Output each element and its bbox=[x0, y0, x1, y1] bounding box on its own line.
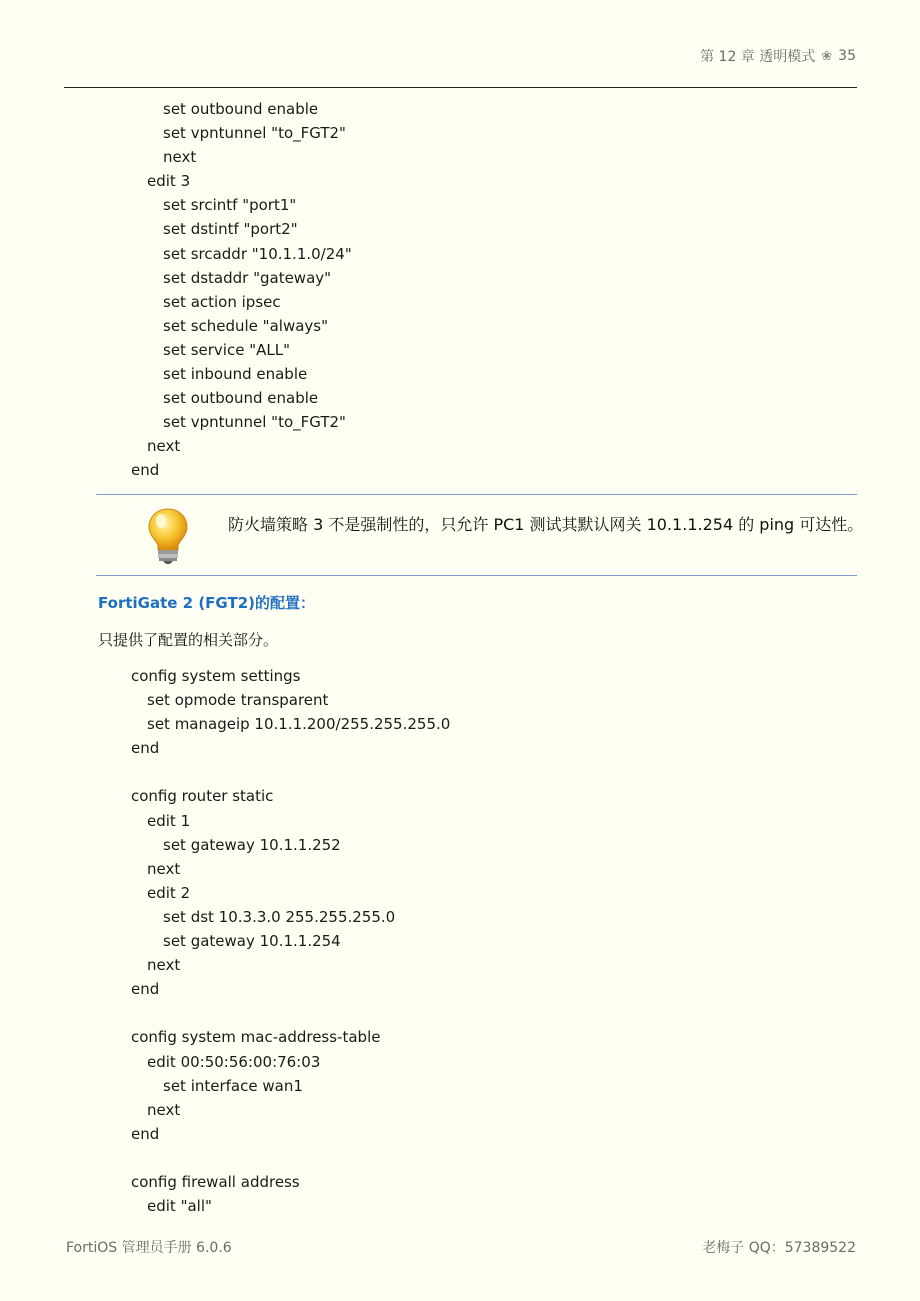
code-line: set gateway 10.1.1.254 bbox=[163, 932, 341, 951]
code-line: end bbox=[131, 739, 160, 758]
note-top-divider bbox=[96, 494, 857, 495]
code-line: config system settings bbox=[131, 667, 301, 685]
code-line: edit 2 bbox=[147, 883, 191, 902]
chapter-title: 第 12 章 透明模式 bbox=[700, 49, 816, 65]
code-line: next bbox=[147, 956, 181, 975]
code-line: set vpntunnel "to_FGT2" bbox=[163, 413, 346, 432]
lightbulb-icon bbox=[146, 507, 190, 565]
note-text: 防火墙策略 3 不是强制性的，只允许 PC1 测试其默认网关 10.1.1.254 的 ping 可达性。 bbox=[228, 515, 864, 534]
code-line: next bbox=[147, 1100, 181, 1119]
code-line bbox=[0, 1146, 920, 1170]
code-line: set manageip 10.1.1.200/255.255.255.0 bbox=[147, 715, 451, 734]
code-line: end bbox=[131, 461, 160, 480]
code-line: set srcaddr "10.1.1.0/24" bbox=[163, 244, 352, 263]
code-line: next bbox=[163, 148, 197, 167]
header-divider bbox=[64, 87, 857, 88]
code-line: edit 3 bbox=[147, 172, 191, 191]
code-line bbox=[0, 1001, 920, 1025]
section-title: FortiGate 2 (FGT2)的配置： bbox=[98, 594, 315, 612]
code-line: edit "all" bbox=[147, 1197, 212, 1216]
code-line bbox=[0, 760, 920, 784]
code-line: set gateway 10.1.1.252 bbox=[163, 835, 341, 854]
code-line: set service "ALL" bbox=[163, 340, 290, 359]
code-line: end bbox=[131, 980, 160, 999]
code-line: config firewall address bbox=[131, 1172, 300, 1191]
page-header bbox=[700, 46, 856, 66]
config-code-block-bottom bbox=[0, 664, 920, 1218]
page-number: 35 bbox=[838, 48, 856, 64]
code-line: set schedule "always" bbox=[163, 316, 328, 335]
config-code-block-top bbox=[0, 97, 920, 483]
code-line: end bbox=[131, 1124, 160, 1143]
code-line: config router static bbox=[131, 787, 274, 806]
code-line: set dst 10.3.3.0 255.255.255.0 bbox=[163, 907, 396, 926]
code-line: set dstaddr "gateway" bbox=[163, 268, 332, 287]
code-line: edit 1 bbox=[147, 811, 191, 830]
code-line: config system mac-address-table bbox=[131, 1028, 381, 1047]
footer-book-title: FortiOS 管理员手册 6.0.6 bbox=[66, 1240, 232, 1256]
code-line: set outbound enable bbox=[163, 100, 319, 118]
code-line: next bbox=[147, 437, 181, 456]
code-line: set outbound enable bbox=[163, 389, 319, 408]
code-line: set opmode transparent bbox=[147, 691, 329, 710]
code-line: set action ipsec bbox=[163, 292, 281, 311]
code-line: set srcintf "port1" bbox=[163, 196, 297, 215]
note-bottom-divider bbox=[96, 575, 857, 576]
code-line: set interface wan1 bbox=[163, 1076, 303, 1095]
code-line: edit 00:50:56:00:76:03 bbox=[147, 1052, 321, 1071]
code-line: set dstintf "port2" bbox=[163, 220, 298, 239]
section-subtitle: 只提供了配置的相关部分。 bbox=[98, 631, 279, 649]
code-line: set inbound enable bbox=[163, 365, 308, 384]
code-line: next bbox=[147, 859, 181, 878]
flower-icon: ❀ bbox=[821, 48, 833, 64]
footer-contact: 老梅子 QQ：57389522 bbox=[702, 1240, 856, 1256]
code-line: set vpntunnel "to_FGT2" bbox=[163, 124, 346, 143]
